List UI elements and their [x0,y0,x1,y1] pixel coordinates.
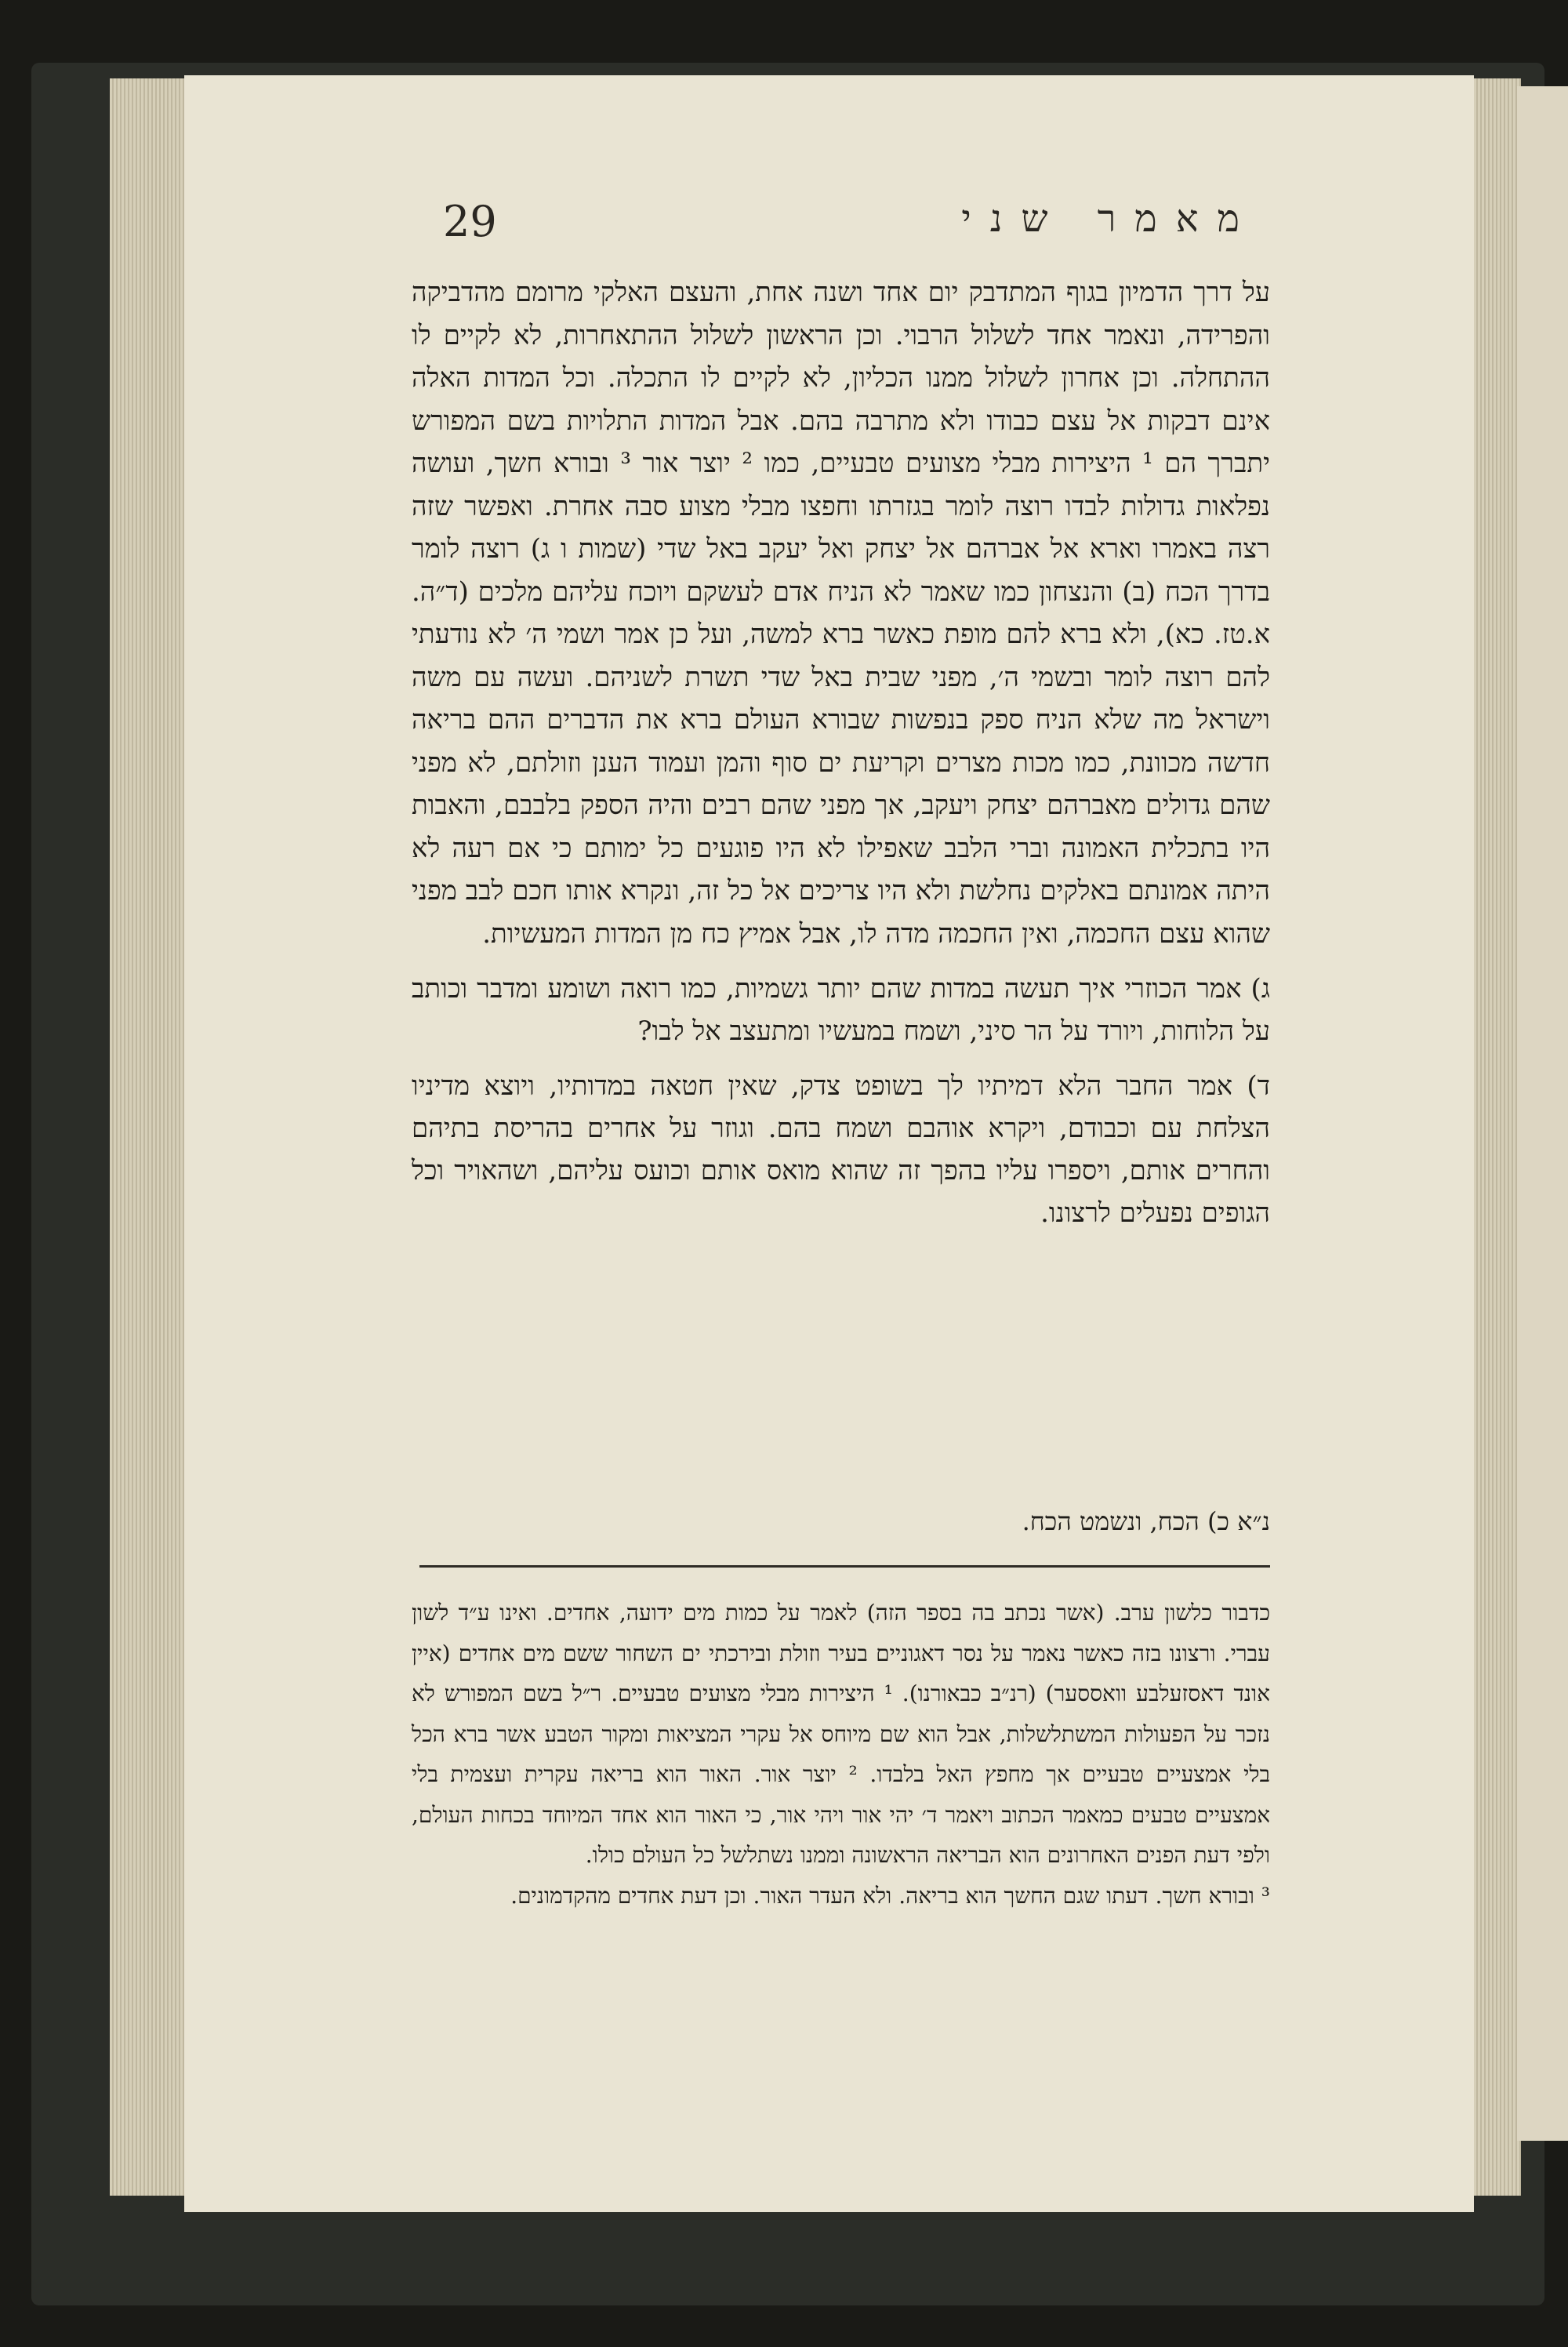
paragraph-d: ד) אמר החבר הלא דמיתיו לך בשופט צדק, שאין חטאה במדותיו, ויוצא מדיניו הצלחת עם וכבודם, ויקרא אוהבם ושמח בהם. וגוזר על אחרים בהריסת בתיהם והחרים אותם, ויספרו עליו בהפך זה שהוא מואס אותם וכועס עליהם, ושהאויר וכל הגופים נפעלים לרצונו. [412,1070,1270,1229]
running-title: מאמר שני [961,197,1258,241]
next-page-edge [1517,86,1568,2141]
footnotes [412,1593,1270,1916]
variant-reading: נ״א כ) הכח, ונשמט הכח. [1022,1506,1270,1536]
main-paragraph: על דרך הדמיון בגוף המתדבק יום אחד ושנה אחת, והעצם האלקי מרומם מהדביקה והפרידה, ונאמר אחד לשלול הרבוי. וכן הראשון לשלול ההתאחרות, לא לקיים לו ההתחלה. וכן אחרון לשלול ממנו הכליון, לא לקיים לו התכלה. וכל המדות האלה אינם דבקות אל עצם כבודו ולא מתרבה בהם. אבל המדות התלויות בשם המפורש יתברך הם ¹ היצירות מבלי מצועים טבעיים, כמו ² יוצר אור ³ ובורא חשך, ועושה נפלאות גדולות לבדו רוצה לומר בגזרתו וחפצו מבלי מצוע סבה אחרת. ואפשר שזה רצה באמרו וארא אל אברהם אל יצחק ואל יעקב באל שדי (שמות ו ג) רוצה לומר בדרך הכח (ב) והנצחון כמו שאמר לא הניח אדם לעשקם ויוכח עליהם מלכים (ד״ה. א.טז. כא), ולא ברא להם מופת כאשר ברא למשה, ועל כן אמר ושמי ה׳ לא נודעתי להם רוצה לומר ובשמי ה׳, מפני שבית באל שדי תשרת לשניהם. ועשה עם משה וישראל מה שלא הניח ספק בנפשות שבורא העולם ברא את הדברים ההם בריאה חדשה מכוונת, כמו מכות מצרים וקריעת ים סוף והמן ועמוד הענן וזולתם, לא מפני שהם גדולים מאברהם יצחק ויעקב, אך מפני שהם רבים והיה הספק בלבבם, והאבות היו בתכלית האמונה וברי הלבב שאפילו לא היו פוגעים כל ימותם כי אם רעה לא היתה אמונתם באלקים נחלשת ולא היו צריכים אל כל זה, ונקרא אותו חכם לבב מפני שהוא עצם החכמה, ואין החכמה מדה לו, אבל אמיץ כח מן המדות המעשיות. [412,277,1270,950]
footnote: ³ ובורא חשך. דעתו שגם החשך הוא בריאה. ולא העדר האור. וכן דעת אחדים מהקדמונים. [510,1882,1270,1909]
page-header [443,197,1258,260]
page-number: 29 [443,197,497,246]
footnote: כדבור כלשון ערב. (אשר נכתב בה בספר הזה) לאמר על כמות מים ידועה, אחדים. ואינו ע״ד לשון עברי. ורצונו בזה כאשר נאמר על נסר דאגוניים בעיר וזולת ובירכתי ים השחור ששם מים אחדים (איין אונד דאסזעלבע וואססער) (רנ״ב כבאורנו). ¹ היצירות מבלי מצועים טבעיים. ר״ל בשם המפורש לא נזכר על הפעולות המשתלשלות, אבל הוא שם מיוחס אל עקרי המציאות ומקור הטבע אשר ברא הכל בלי אמצעיים טבעיים אך מחפץ האל בלבדו. ² יוצר אור. האור הוא בריאה עקרית ועצמית בלי אמצעיים טבעים כמאמר הכתוב ויאמר ד׳ יהי אור ויהי אור, כי האור הוא אחד המיוחד בכחות העולם, ולפי דעת הפנים האחרונים הוא הבריאה הראשונה וממנו נשתלשל כל העולם כולו. [412,1600,1270,1868]
main-text-block [412,271,1270,1234]
book-page [184,75,1474,2212]
paragraph-g: ג) אמר הכוזרי איך תעשה במדות שהם יותר גשמיות, כמו רואה ושומע ומדבר וכותב על הלוחות, ויורד על הר סיני, ושמח במעשיו ומתעצב אל לבו? [412,973,1270,1047]
footnote-divider [419,1565,1270,1568]
